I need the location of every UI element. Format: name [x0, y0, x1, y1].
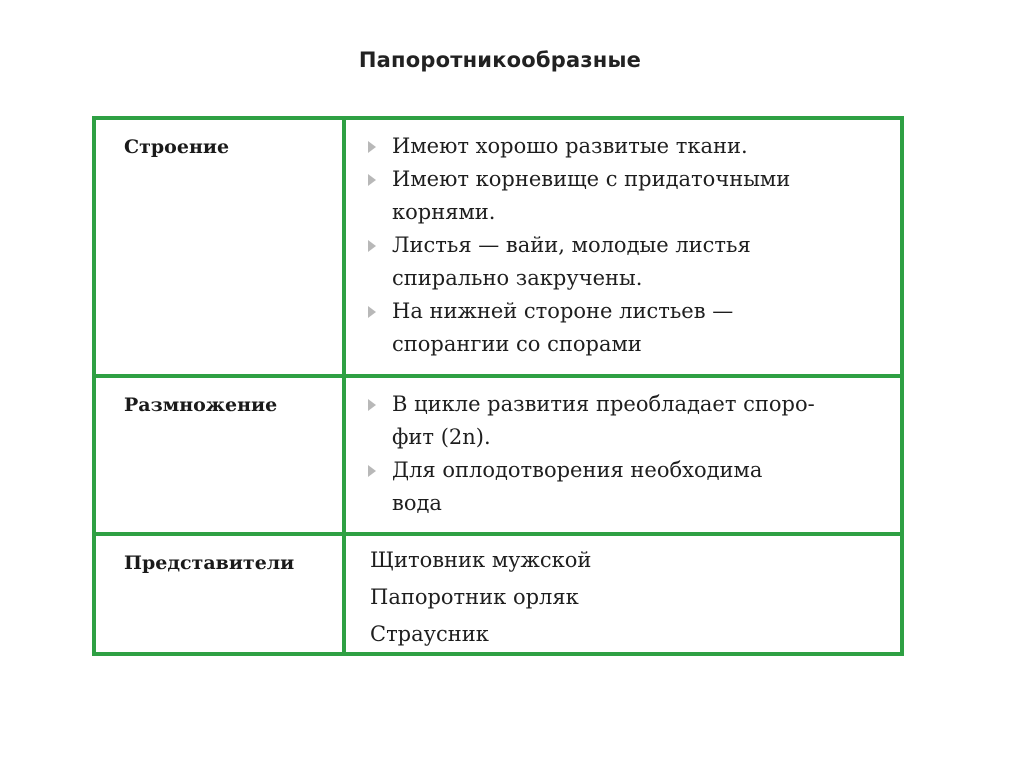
reproduction-list: [366, 388, 880, 520]
triangle-bullet-icon: [368, 174, 376, 186]
row-label-structure: Строение: [124, 136, 230, 158]
page-title: Папоротникообразные: [358, 48, 642, 72]
list-item: [366, 454, 880, 520]
table-row-representatives: [92, 532, 904, 656]
list-item: [366, 130, 880, 163]
triangle-bullet-icon: [368, 306, 376, 318]
list-item-text: Листья — вайи, молодые листья: [392, 233, 751, 257]
list-item: Страусник: [370, 622, 489, 646]
list-item-text: Имеют корневище с придаточными: [392, 167, 791, 191]
list-item-text: В цикле развития преобладает споро-: [392, 392, 815, 416]
row-label-reproduction: Размножение: [124, 394, 278, 416]
column-divider: [342, 536, 346, 652]
triangle-bullet-icon: [368, 465, 376, 477]
list-item: Щитовник мужской: [370, 548, 592, 572]
triangle-bullet-icon: [368, 240, 376, 252]
list-item-text: Для оплодотворения необходима: [392, 458, 763, 482]
list-item: [366, 229, 880, 295]
list-item: [366, 163, 880, 229]
list-item-text: На нижней стороне листьев —: [392, 299, 734, 323]
ferns-table: [92, 116, 904, 656]
triangle-bullet-icon: [368, 399, 376, 411]
list-item: Папоротник орляк: [370, 585, 579, 609]
column-divider: [342, 120, 346, 374]
list-item-text-continued: спирально закручены.: [392, 266, 643, 290]
triangle-bullet-icon: [368, 141, 376, 153]
table-row-structure: [92, 116, 904, 378]
list-item: [366, 295, 880, 361]
list-item-text-continued: спорангии со спорами: [392, 332, 642, 356]
table-row-reproduction: [92, 374, 904, 536]
list-item: [366, 388, 880, 454]
list-item-text-continued: вода: [392, 491, 442, 515]
row-label-representatives: Представители: [124, 552, 295, 574]
column-divider: [342, 378, 346, 532]
list-item-text-continued: фит (2n).: [392, 425, 491, 449]
structure-list: [366, 130, 880, 361]
representatives-list: [370, 542, 591, 653]
list-item-text: Имеют хорошо развитые ткани.: [392, 134, 748, 158]
list-item-text-continued: корнями.: [392, 200, 496, 224]
